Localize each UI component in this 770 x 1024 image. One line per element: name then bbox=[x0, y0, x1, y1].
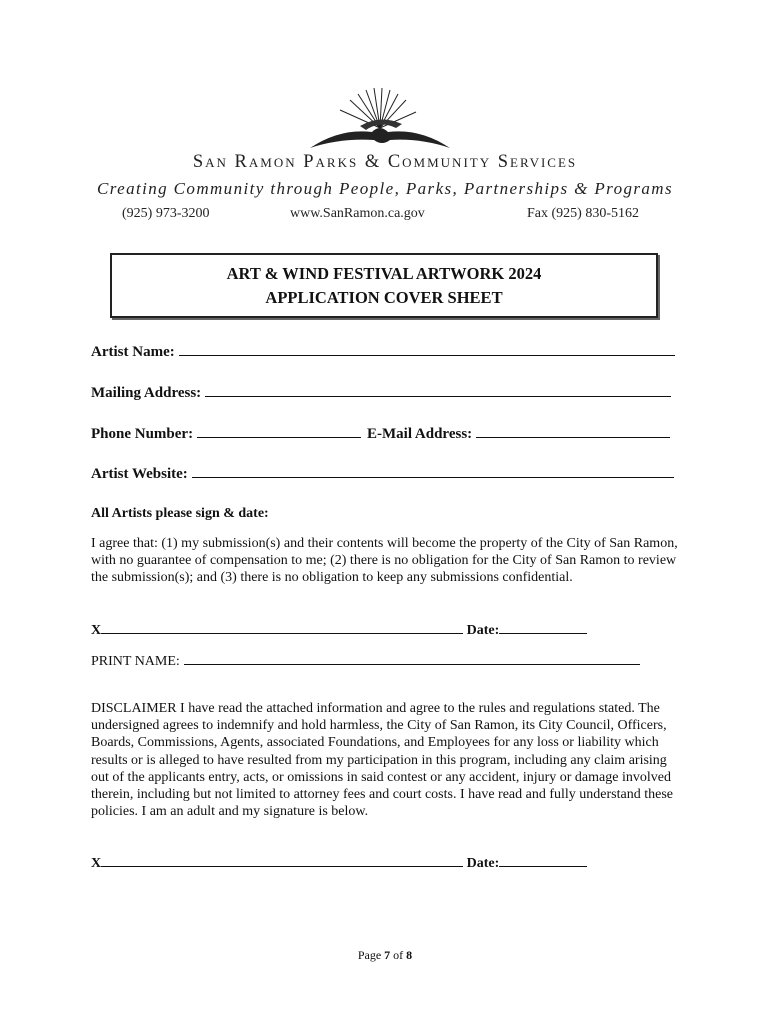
organization-tagline: Creating Community through People, Parks, Partnerships & Programs bbox=[97, 179, 673, 198]
date-label-2: Date: bbox=[466, 856, 500, 871]
print-name-label: PRINT NAME: bbox=[91, 654, 180, 669]
artist-website-field bbox=[91, 463, 674, 483]
mailing-address-blank[interactable] bbox=[205, 382, 671, 397]
agreement-paragraph: I agree that: (1) my submission(s) and their contents will become the property of the City of San Ramon, with no guarantee of compensation to me; (2) there is no obligation for the City of San Ramon to review the submission(s); and (3) there is no obligation to keep any submissions confidential. bbox=[91, 536, 678, 586]
phone-number-field bbox=[91, 423, 361, 443]
page-word: Page bbox=[357, 948, 382, 962]
signature-x-label-2: X bbox=[91, 856, 102, 871]
email-address-blank[interactable] bbox=[476, 423, 670, 438]
website-link[interactable]: www.SanRamon.ca.gov bbox=[290, 206, 425, 221]
signature-line-1 bbox=[91, 619, 587, 639]
page-number: 7 bbox=[384, 948, 391, 962]
signature-x-label: X bbox=[91, 623, 102, 638]
email-address-field bbox=[367, 423, 670, 443]
signature-blank[interactable] bbox=[101, 619, 463, 634]
signature-line-2 bbox=[91, 852, 587, 872]
sign-heading: All Artists please sign & date: bbox=[91, 506, 269, 521]
signature-blank-2[interactable] bbox=[101, 852, 463, 867]
page-footer bbox=[0, 948, 770, 963]
title-line-2: APPLICATION COVER SHEET bbox=[265, 288, 503, 307]
organization-name: San Ramon Parks & Community Services bbox=[192, 152, 578, 172]
date-label: Date: bbox=[466, 623, 500, 638]
sunburst-birds-logo-icon bbox=[310, 88, 450, 154]
disclaimer-paragraph: DISCLAIMER I have read the attached information and agree to the rules and regulations stated. The undersigned agrees to indemnify and hold harmless, the City of San Ramon, its City Council, Officers, Boards, Commissions, Agents, associated Foundations, and Employees for any loss or liability which results or is alleged to have resulted from my participation in this program, including any claim arising out of the applicants entry, acts, or omissions in said contest or any accident, injury or damage involved therein, including but not limited to attorney fees and court costs. I have read and fully understand these policies. I am an adult and my signature is below. bbox=[91, 701, 673, 820]
mailing-address-field bbox=[91, 382, 671, 402]
date-blank-2[interactable] bbox=[499, 852, 587, 867]
page-total: 8 bbox=[406, 948, 413, 962]
phone-number-blank[interactable] bbox=[197, 423, 361, 438]
fax-number: Fax (925) 830-5162 bbox=[527, 206, 639, 221]
phone-number-label: Phone Number: bbox=[91, 426, 194, 442]
print-name-blank[interactable] bbox=[184, 650, 640, 665]
email-address-label: E-Mail Address: bbox=[367, 426, 473, 442]
title-line-1: ART & WIND FESTIVAL ARTWORK 2024 bbox=[226, 264, 542, 283]
of-word: of bbox=[393, 948, 404, 962]
phone-number: (925) 973-3200 bbox=[122, 206, 210, 221]
artist-name-blank[interactable] bbox=[179, 341, 675, 356]
artist-website-label: Artist Website: bbox=[91, 466, 188, 482]
mailing-address-label: Mailing Address: bbox=[91, 385, 202, 401]
date-blank[interactable] bbox=[499, 619, 587, 634]
title-box bbox=[110, 253, 658, 318]
print-name-field bbox=[91, 650, 640, 670]
artist-name-label: Artist Name: bbox=[91, 344, 175, 360]
artist-name-field bbox=[91, 341, 675, 361]
artist-website-blank[interactable] bbox=[192, 463, 674, 478]
